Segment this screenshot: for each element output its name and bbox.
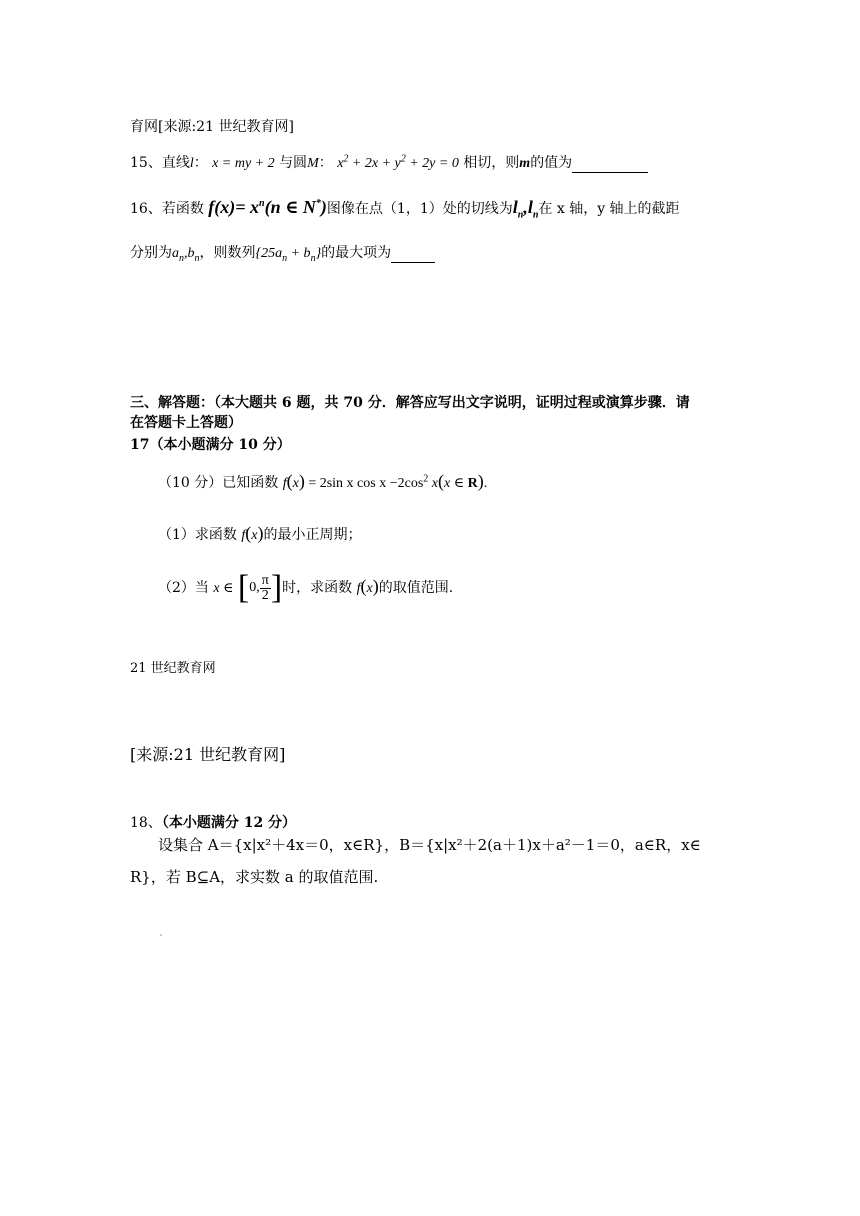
stray-mark bbox=[160, 934, 162, 936]
q15-answer-blank[interactable] bbox=[572, 154, 648, 173]
pi-over-2-fraction: $\frac{\pi}{2}$ bbox=[261, 572, 269, 603]
question-18-body-cont: R}，若 B⊆A，求实数 a 的取值范围. bbox=[130, 868, 379, 886]
q16-sequence: $\{25a_n + b_n\}$ bbox=[255, 246, 322, 264]
question-18-header: 18、（本小题满分 12 分） bbox=[130, 815, 297, 831]
question-18-body: 设集合 A＝{x|x²＋4x＝0，x∈R}，B＝{x|x²＋2(a＋1)x＋a²－1＝0，a∈R，x∈ bbox=[158, 836, 701, 854]
question-16-cont: 分别为$a_n,b_n$，则数列$\{25a_n + b_n\}$的最大项为 bbox=[130, 244, 435, 263]
source-watermark-2: [来源:21 世纪教育网] bbox=[130, 745, 286, 764]
q15-number: 15、 bbox=[130, 155, 162, 171]
q16-function: $f(x)= x^n(n$ ∈ N*) bbox=[208, 197, 327, 217]
question-17-header: 17（本小题满分 10 分） bbox=[130, 437, 291, 453]
q16-tangent-lines: $l_n,l_n$ bbox=[512, 197, 539, 221]
q15-circle-equation: $x^2 + 2x + y^2 + 2y = 0$ bbox=[337, 153, 459, 171]
question-17-part-2: （2）当 x ∈ [0, $\frac{\pi}{2}$ ]时，求函数 f(x)的取值范围. bbox=[158, 569, 454, 606]
q16-number: 16、 bbox=[130, 201, 162, 217]
q17-function: f(x) = 2sin x $\cos x -2\cos^2$ x(x ∈ R). bbox=[282, 471, 488, 491]
section-3-heading-cont: 在答题卡上答题） bbox=[130, 415, 242, 431]
q15-line-equation: x = my + 2 bbox=[212, 156, 275, 171]
question-16: 16、若函数 $f(x)= x^n(n$ ∈ N*)图像在点（1，1）处的切线为$l_n,l_n$在 x 轴，y 轴上的截距 bbox=[130, 197, 680, 221]
question-17-part-1: （1）求函数 f(x)的最小正周期； bbox=[158, 523, 362, 543]
q16-answer-blank[interactable] bbox=[391, 244, 435, 263]
question-17-intro: （10 分）已知函数 f(x) = 2sin x $\cos x -2\cos^2$ x(x ∈ R). bbox=[158, 471, 488, 491]
source-watermark-top: 育网[来源:21 世纪教育网] bbox=[130, 119, 294, 135]
source-watermark-1: 21 世纪教育网 bbox=[130, 661, 216, 676]
question-15: 15、直线l： x = my + 2 与圆M： $x^2 + 2x + y^2 + 2y = 0$ 相切，则m的值为 bbox=[130, 154, 648, 173]
section-3-heading: 三、解答题：（本大题共 6 题，共 70 分．解答应写出文字说明，证明过程或演算步骤．请 bbox=[130, 395, 690, 411]
